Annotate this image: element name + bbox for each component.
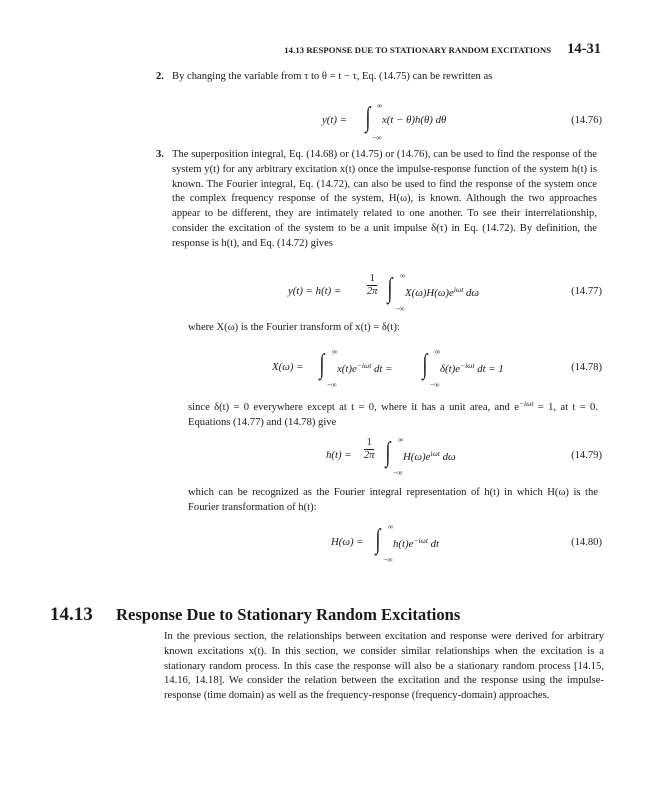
section-body: In the previous section, the relationships between excitation and response were derived for arbitrary known excitations x(t). In this section, we consider similar relationships when the excitation is a stationary random process. In this case the response will also be a stationary random process [14.15, 14.16, 14.18]. We consider the relation between the excitation and the response using the impulse-response (time domain) as well as the frequency-response (frequency-domain) approaches. bbox=[164, 631, 604, 702]
integral-sign-1: ∫ bbox=[319, 349, 325, 380]
fraction-numerator: 1 bbox=[364, 437, 374, 450]
item-text: The superposition integral, Eq. (14.68) or (14.75) or (14.76), can be used to find the response of the system y(t) for any arbitrary excitation x(t) once the impulse-response function of the system h(t) is known. The Fourier integral, Eq. (14.72), can also be used to find the response of the system once the complex frequency response of the system, H(ω), is known. Although the two approaches appear to be different, they are intimately related to one another. To see their interrelationship, consider the excitation of the system to be a unit impulse δ(τ) in Eq. (14.72). By definition, the response is h(t), and Eq. (14.72) gives bbox=[172, 149, 597, 249]
integrand-1: $x(t)e^{-i\omega t}$ dt = bbox=[337, 361, 393, 375]
upper-limit: ∞ bbox=[377, 101, 383, 110]
since-paragraph: since δ(t) = 0 everywhere except at t = 0, where it has a unit area, and $e^{-i\omega t} = 1$, at t = 0. Equations (14.77) and (14.78) give bbox=[188, 399, 598, 428]
fraction bbox=[364, 437, 374, 462]
upper-limit: ∞ bbox=[398, 435, 404, 444]
eq-lhs: X(ω) = bbox=[272, 361, 304, 373]
item-number: 2. bbox=[156, 71, 164, 82]
eq-lhs: y(t) = bbox=[322, 114, 347, 126]
equation-number: (14.80) bbox=[571, 537, 602, 548]
section-heading bbox=[50, 604, 460, 626]
upper-limit: ∞ bbox=[400, 271, 406, 280]
lower-limit-2: −∞ bbox=[430, 380, 440, 389]
lower-limit-1: −∞ bbox=[327, 380, 337, 389]
equation-14-78 bbox=[0, 346, 645, 390]
upper-limit: ∞ bbox=[388, 522, 394, 531]
equation-14-77 bbox=[0, 270, 645, 314]
equation-number: (14.78) bbox=[571, 362, 602, 373]
fraction-denominator: 2π bbox=[364, 450, 375, 461]
lower-limit: −∞ bbox=[372, 133, 382, 142]
lower-limit: −∞ bbox=[383, 555, 393, 564]
equation-number: (14.79) bbox=[571, 450, 602, 461]
upper-limit-2: ∞ bbox=[435, 347, 441, 356]
integral-sign: ∫ bbox=[375, 524, 381, 555]
running-header bbox=[284, 41, 601, 58]
section-title: Response Due to Stationary Random Excitations bbox=[116, 605, 461, 624]
page-number: 14-31 bbox=[567, 41, 601, 57]
integral-sign: ∫ bbox=[365, 102, 371, 133]
lower-limit: −∞ bbox=[395, 304, 405, 313]
fraction bbox=[367, 273, 377, 298]
eq-lhs: y(t) = h(t) = bbox=[288, 285, 342, 297]
upper-limit-1: ∞ bbox=[332, 347, 338, 356]
list-item-3 bbox=[156, 148, 597, 252]
which-paragraph: which can be recognized as the Fourier integral representation of h(t) in which H(ω) is the Fourier transformation of h(t): bbox=[188, 487, 598, 513]
equation-14-76 bbox=[0, 101, 645, 141]
item-number: 3. bbox=[156, 149, 164, 160]
running-title: 14.13 RESPONSE DUE TO STATIONARY RANDOM EXCITATIONS bbox=[284, 45, 552, 55]
eq-lhs: h(t) = bbox=[326, 449, 352, 461]
integral-sign-2: ∫ bbox=[422, 349, 428, 380]
integrand: $h(t)e^{-i\omega t}$ dt bbox=[393, 536, 440, 550]
equation-number: (14.77) bbox=[571, 286, 602, 297]
integrand: $H(\omega)e^{i\omega t}$ dω bbox=[403, 449, 456, 463]
list-item-2 bbox=[156, 70, 597, 85]
equation-14-79 bbox=[0, 434, 645, 478]
integral-sign: ∫ bbox=[385, 437, 391, 468]
item-text: By changing the variable from τ to θ = t − τ, Eq. (14.75) can be rewritten as bbox=[172, 71, 493, 82]
fraction-denominator: 2π bbox=[367, 286, 378, 297]
equation-number: (14.76) bbox=[571, 115, 602, 126]
fraction-numerator: 1 bbox=[367, 273, 377, 286]
integral-sign: ∫ bbox=[387, 273, 393, 304]
section-number: 14.13 bbox=[50, 604, 93, 625]
equation-14-80 bbox=[0, 521, 645, 565]
integrand-2: $\delta(t)e^{-i\omega t}$ dt = 1 bbox=[440, 361, 504, 375]
integrand: $X(\omega)H(\omega)e^{i\omega t}$ dω bbox=[405, 285, 480, 299]
integrand: x(t − θ)h(θ) dθ bbox=[382, 114, 447, 126]
eq-lhs: H(ω) = bbox=[331, 536, 364, 548]
where-paragraph: where X(ω) is the Fourier transform of x(t) = δ(t): bbox=[188, 322, 400, 333]
lower-limit: −∞ bbox=[393, 468, 403, 477]
